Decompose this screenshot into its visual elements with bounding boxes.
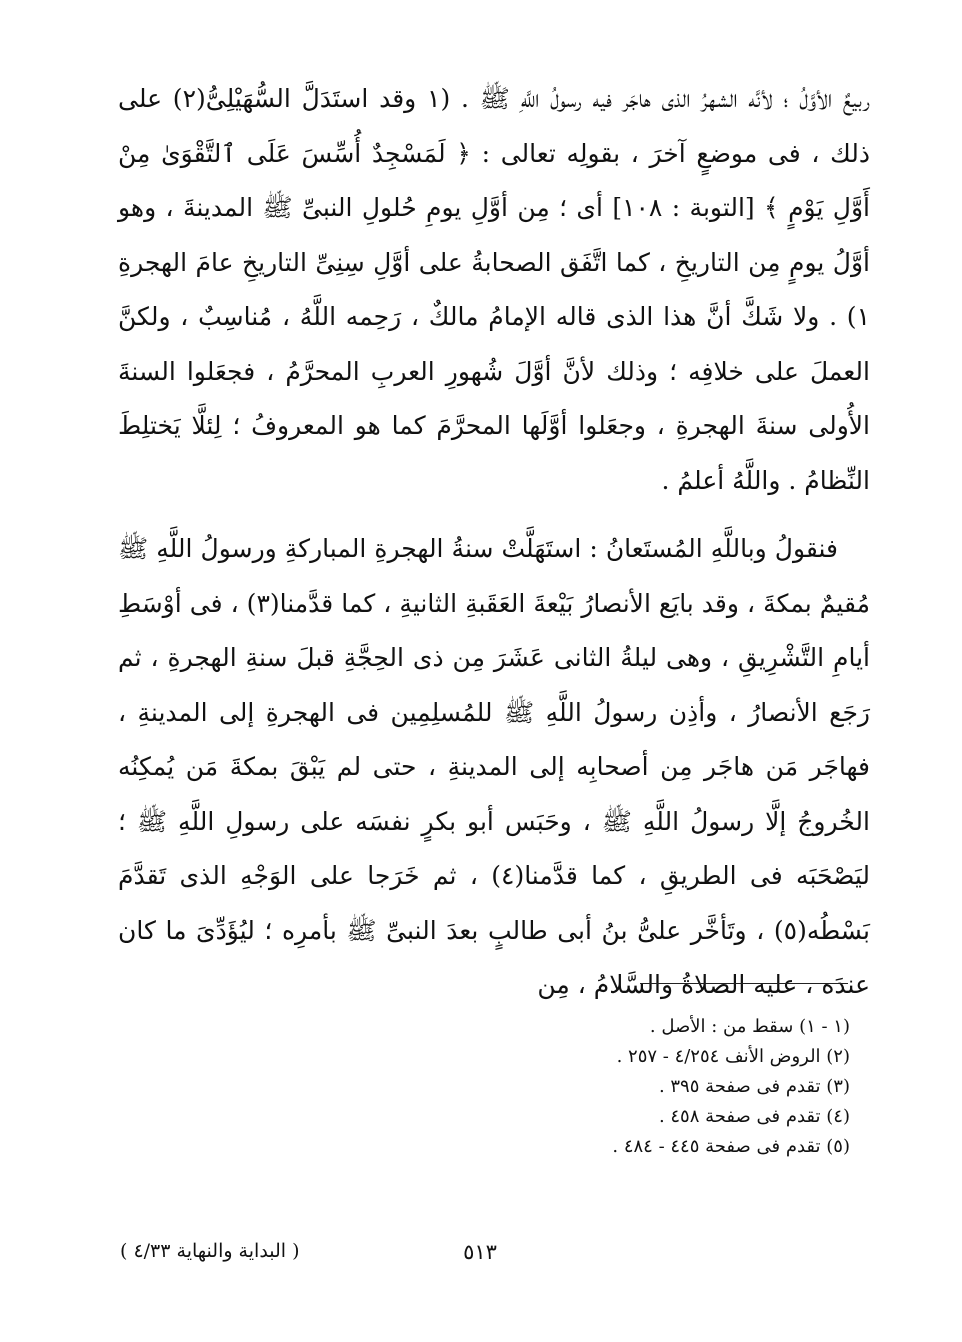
paragraph-2: فنقولُ وباللَّهِ المُستَعانُ : استَهَلَّتْ سنةُ الهجرةِ المباركةِ ورسولُ اللَّهِ ﷺ مُقيمٌ بمكةَ ، وقد بايَع الأنصارُ بَيْعةَ العَقَبةِ الثانيةِ ، كما قدَّمنا(٣) ، فى أوْسَطِ أيامِ التَّشْرِيقِ ، وهى ليلةُ الثانى عَشَرَ مِن ذى الحِجَّةِ قبلَ سنةِ الهجرةِ ، ثم رَجَع الأنصارُ ، وأذِن رسولُ اللَّهِ ﷺ للمُسلِمِين فى الهجرةِ إلى المدينةِ ، فهاجَر مَن هاجَر مِن أصحابِه إلى المدينةِ ، حتى لم يَبْقَ بمكةَ مَن يُمكِنُه الخُروجُ إلَّا رسولُ اللَّهِ ﷺ ، وحَبَس أبو بكرٍ نفسَه على رسولِ اللَّهِ ﷺ ؛ ليَصْحَبَه فى الطريقِ ، كما قدَّمنا(٤) ، ثم خَرَجا على الوَجْهِ الذى تَقدَّمَ بَسْطُه(٥) ، وتَأخَّر علىُّ بنُ أبى طالبٍ بعدَ النبىِّ ﷺ بأمرِه ؛ ليُؤَدِّىَ ما كان عندَه ، عليه الصلاةُ والسَّلامُ ، مِن bbox=[118, 534, 870, 999]
main-text bbox=[118, 72, 870, 1013]
paragraph-1: ربيعٌ الأوَّلُ ؛ لأنَّه الشهرُ الذى هاجَر فيه رسولُ اللَّهِ ﷺ . (١ وقد استَدَلَّ السُّهَيْلِىُّ(٢) على ذلك ، فى موضعٍ آخرَ ، بقولِه تعالى : ﴿ لَمَسْجِدٌ أُسِّسَ عَلَى ٱلتَّقْوَىٰ مِنْ أَوَّلِ يَوْمٍ ﴾ [التوبة : ١٠٨] أى ؛ مِن أوَّلِ يومِ حُلولِ النبىِّ ﷺ المدينةَ ، وهو أوَّلُ يومٍ مِن التاريخِ ، كما اتَّفَق الصحابةُ على أوَّلِ سِنِىِّ التاريخِ عامَ الهجرةِ ١) . ولا شَكَّ أنَّ هذا الذى قاله الإمامُ مالكٌ ، رَحِمه اللَّهُ ، مُناسِبٌ ، ولكنَّ العملَ على خلافِه ؛ وذلك لأنَّ أوَّلَ شُهورِ العربِ المحرَّمُ ، فجعَلوا السنةَ الأُولى سنةَ الهجرةِ ، وجعَلوا أوَّلَها المحرَّمَ كما هو المعروفُ ؛ لِئلَّا يَختلِطَ النِّظامُ . واللَّهُ أعلمُ . bbox=[118, 84, 870, 495]
footnote-1: (١ - ١) سقط من : الأصل . bbox=[649, 1016, 850, 1037]
footnote-5: (٥) تقدم فى صفحة ٤٤٥ - ٤٨٤ . bbox=[612, 1136, 850, 1157]
footnote-divider bbox=[640, 983, 848, 984]
page-number: ٥١٣ bbox=[463, 1240, 497, 1264]
source-reference: ( البداية والنهاية ٤/٣٣ ) bbox=[120, 1240, 300, 1262]
footnotes bbox=[420, 1012, 850, 1162]
footnote-4: (٤) تقدم فى صفحة ٤٥٨ . bbox=[658, 1106, 850, 1127]
footnote-2: (٢) الروض الأنف ٤/٢٥٤ - ٢٥٧ . bbox=[616, 1046, 850, 1067]
footnote-3: (٣) تقدم فى صفحة ٣٩٥ . bbox=[658, 1076, 850, 1097]
